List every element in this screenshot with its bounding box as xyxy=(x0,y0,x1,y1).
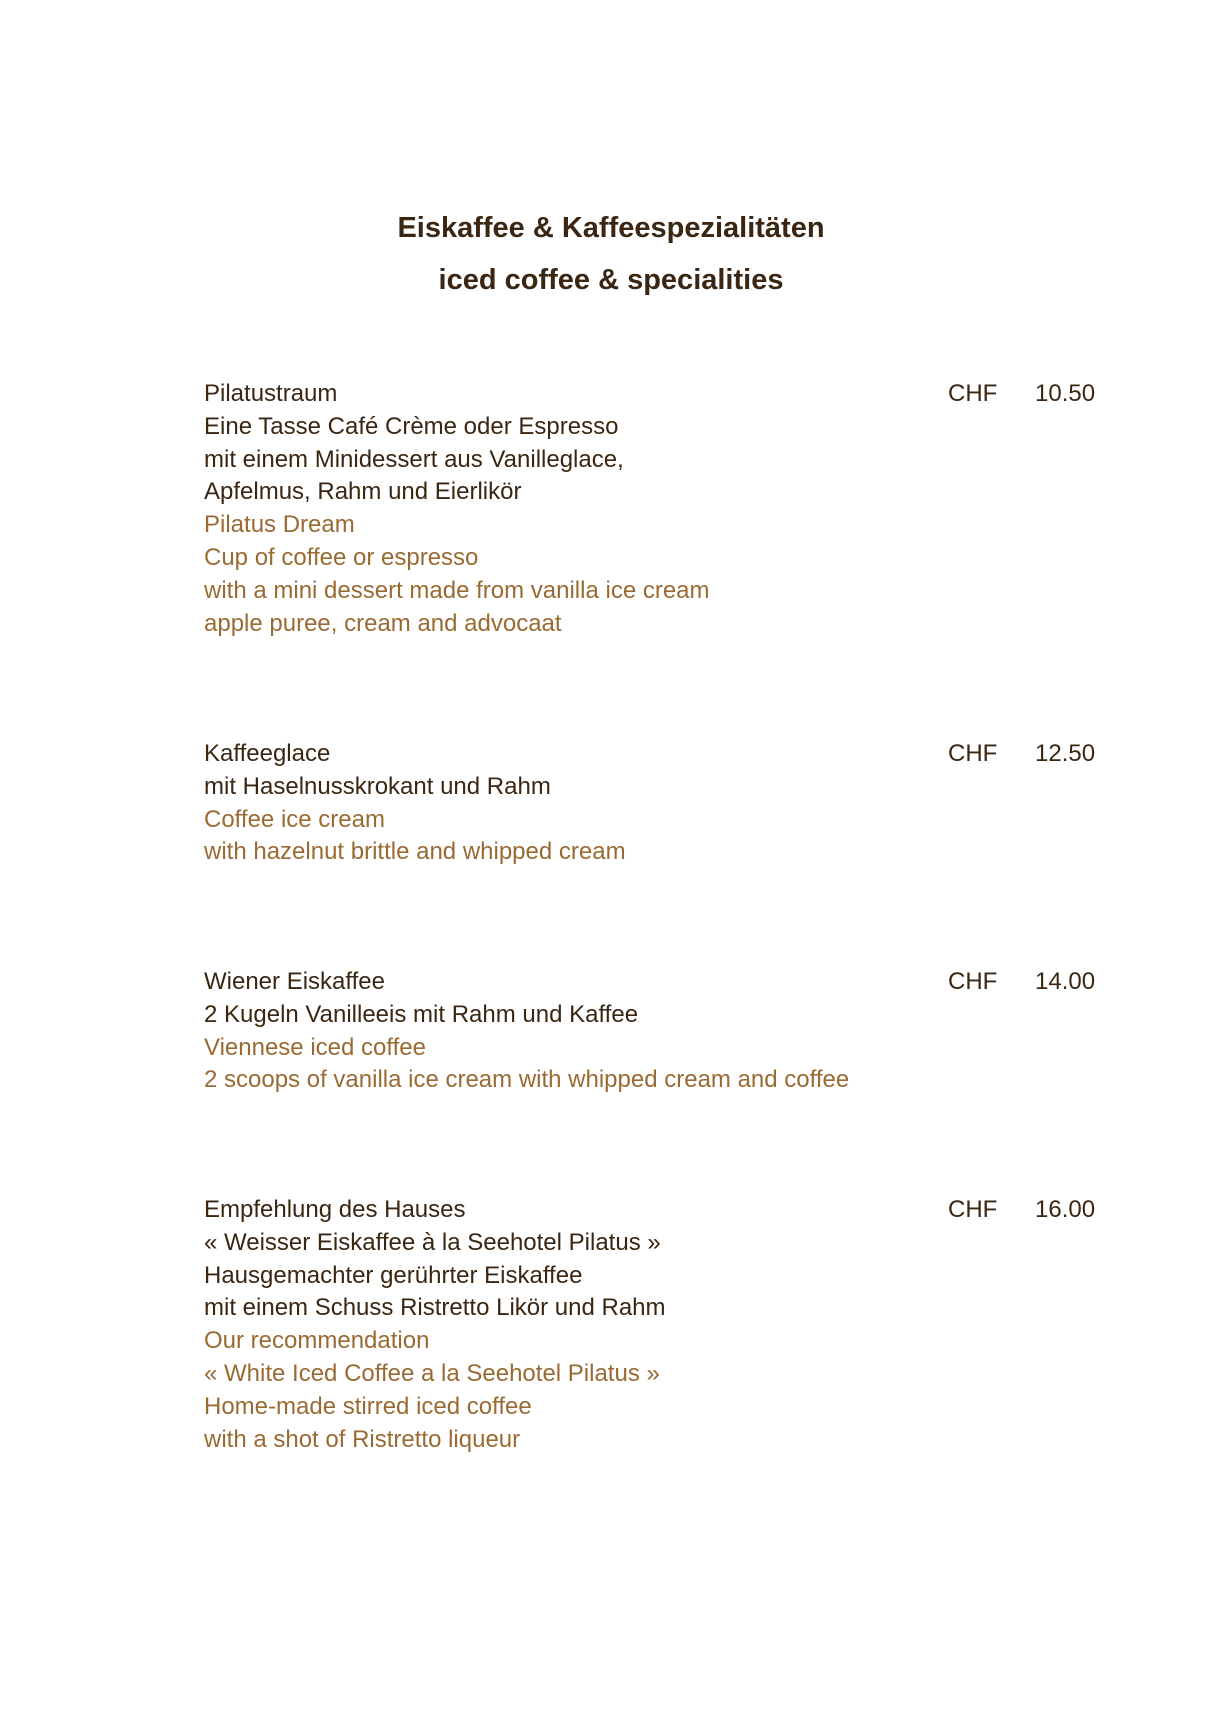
item-desc-en: with hazelnut brittle and whipped cream xyxy=(204,838,626,866)
item-desc-en: apple puree, cream and advocaat xyxy=(204,609,562,637)
item-desc-de: mit Haselnusskrokant und Rahm xyxy=(204,772,551,800)
item-desc-en: Cup of coffee or espresso xyxy=(204,543,479,571)
menu-item-description xyxy=(204,1194,1104,1456)
item-name-de: Pilatustraum xyxy=(204,380,338,407)
menu-item-pilatustraum xyxy=(204,378,1104,640)
item-desc-de: « Weisser Eiskaffee à la Seehotel Pilatus » xyxy=(204,1228,661,1256)
item-name-de: Kaffeeglace xyxy=(204,740,331,767)
menu-title-german: Eiskaffee & Kaffeespezialitäten xyxy=(397,212,825,244)
item-name-en: Viennese iced coffee xyxy=(204,1033,426,1061)
menu-item-empfehlung-des-hauses xyxy=(204,1194,1104,1456)
item-desc-de: Apfelmus, Rahm und Eierlikör xyxy=(204,478,522,506)
item-desc-de: mit einem Minidessert aus Vanilleglace, xyxy=(204,445,624,473)
menu-item-description xyxy=(204,378,1104,640)
item-desc-de: mit einem Schuss Ristretto Likör und Rahm xyxy=(204,1294,666,1322)
item-name-de: Wiener Eiskaffee xyxy=(204,968,385,995)
item-name-en: Coffee ice cream xyxy=(204,805,385,833)
item-desc-de: Hausgemachter gerührter Eiskaffee xyxy=(204,1261,583,1289)
price-currency: CHF xyxy=(948,968,998,995)
menu-title-english: iced coffee & specialities xyxy=(438,264,784,296)
item-desc-de: Eine Tasse Café Crème oder Espresso xyxy=(204,412,619,440)
item-desc-en: Home-made stirred iced coffee xyxy=(204,1392,532,1420)
item-desc-en: with a shot of Ristretto liqueur xyxy=(204,1425,521,1453)
price-amount: 16.00 xyxy=(1035,1196,1096,1223)
price-amount: 12.50 xyxy=(1035,740,1096,767)
item-desc-en: with a mini dessert made from vanilla ice cream xyxy=(204,576,710,604)
menu-item-wiener-eiskaffee xyxy=(204,966,1104,1097)
item-name-de: Empfehlung des Hauses xyxy=(204,1196,466,1223)
price-amount: 10.50 xyxy=(1035,380,1096,407)
price-currency: CHF xyxy=(948,380,998,407)
price-currency: CHF xyxy=(948,740,998,767)
price-currency: CHF xyxy=(948,1196,998,1223)
item-desc-en: « White Iced Coffee a la Seehotel Pilatus » xyxy=(204,1359,660,1387)
item-desc-de: 2 Kugeln Vanilleeis mit Rahm und Kaffee xyxy=(204,1000,639,1028)
item-name-en: Pilatus Dream xyxy=(204,511,355,539)
item-desc-en: 2 scoops of vanilla ice cream with whipped cream and coffee xyxy=(204,1066,850,1094)
menu-item-kaffeeglace xyxy=(204,738,1104,869)
price-amount: 14.00 xyxy=(1035,968,1096,995)
item-name-en: Our recommendation xyxy=(204,1327,430,1355)
